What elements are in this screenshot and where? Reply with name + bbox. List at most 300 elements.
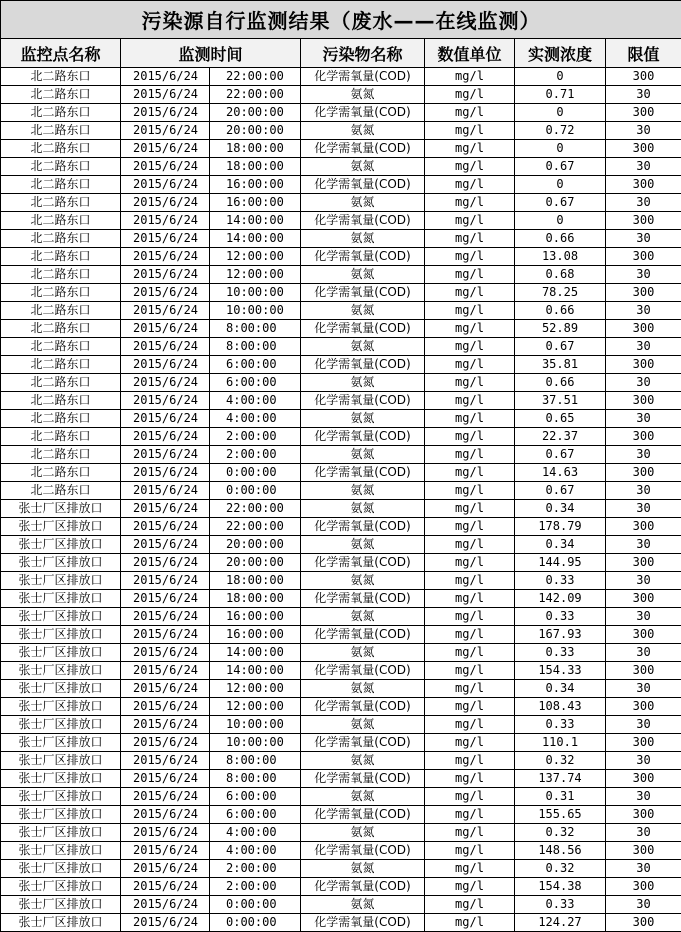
cell-site[interactable]: 北二路东口 [1,464,121,482]
cell-pollutant[interactable]: 化学需氧量(COD) [301,590,425,608]
cell-value[interactable]: 0.65 [515,410,606,428]
cell-pollutant[interactable]: 化学需氧量(COD) [301,68,425,86]
cell-value[interactable]: 144.95 [515,554,606,572]
cell-time[interactable]: 6:00:00 [210,374,301,392]
cell-unit[interactable]: mg/l [425,662,515,680]
cell-site[interactable]: 北二路东口 [1,68,121,86]
cell-site[interactable]: 北二路东口 [1,284,121,302]
cell-unit[interactable]: mg/l [425,860,515,878]
cell-value[interactable]: 0.32 [515,824,606,842]
cell-value[interactable]: 0.33 [515,896,606,914]
cell-unit[interactable]: mg/l [425,212,515,230]
cell-time[interactable]: 0:00:00 [210,482,301,500]
cell-site[interactable]: 北二路东口 [1,374,121,392]
cell-value[interactable]: 35.81 [515,356,606,374]
cell-site[interactable]: 张士厂区排放口 [1,752,121,770]
cell-limit[interactable]: 30 [606,194,681,212]
cell-limit[interactable]: 30 [606,788,681,806]
cell-date[interactable]: 2015/6/24 [121,320,210,338]
cell-site[interactable]: 北二路东口 [1,158,121,176]
cell-date[interactable]: 2015/6/24 [121,842,210,860]
cell-limit[interactable]: 300 [606,806,681,824]
cell-value[interactable]: 0.67 [515,194,606,212]
cell-date[interactable]: 2015/6/24 [121,518,210,536]
cell-date[interactable]: 2015/6/24 [121,374,210,392]
cell-pollutant[interactable]: 氨氮 [301,482,425,500]
cell-time[interactable]: 12:00:00 [210,680,301,698]
cell-value[interactable]: 154.33 [515,662,606,680]
cell-limit[interactable]: 300 [606,464,681,482]
cell-limit[interactable]: 30 [606,338,681,356]
cell-site[interactable]: 北二路东口 [1,446,121,464]
cell-limit[interactable]: 30 [606,896,681,914]
cell-time[interactable]: 2:00:00 [210,860,301,878]
cell-value[interactable]: 78.25 [515,284,606,302]
cell-date[interactable]: 2015/6/24 [121,896,210,914]
cell-site[interactable]: 北二路东口 [1,338,121,356]
cell-time[interactable]: 14:00:00 [210,212,301,230]
cell-date[interactable]: 2015/6/24 [121,86,210,104]
cell-value[interactable]: 0.67 [515,338,606,356]
cell-limit[interactable]: 300 [606,140,681,158]
cell-limit[interactable]: 300 [606,878,681,896]
cell-time[interactable]: 22:00:00 [210,86,301,104]
cell-limit[interactable]: 300 [606,248,681,266]
cell-time[interactable]: 22:00:00 [210,500,301,518]
cell-date[interactable]: 2015/6/24 [121,914,210,932]
cell-time[interactable]: 2:00:00 [210,446,301,464]
cell-date[interactable]: 2015/6/24 [121,446,210,464]
cell-value[interactable]: 13.08 [515,248,606,266]
cell-unit[interactable]: mg/l [425,896,515,914]
cell-limit[interactable]: 300 [606,626,681,644]
cell-value[interactable]: 0.32 [515,752,606,770]
cell-limit[interactable]: 30 [606,86,681,104]
cell-pollutant[interactable]: 氨氮 [301,338,425,356]
cell-site[interactable]: 张士厂区排放口 [1,770,121,788]
cell-limit[interactable]: 30 [606,500,681,518]
cell-unit[interactable]: mg/l [425,392,515,410]
cell-limit[interactable]: 30 [606,608,681,626]
cell-value[interactable]: 52.89 [515,320,606,338]
cell-date[interactable]: 2015/6/24 [121,662,210,680]
cell-date[interactable]: 2015/6/24 [121,770,210,788]
cell-pollutant[interactable]: 化学需氧量(COD) [301,914,425,932]
cell-limit[interactable]: 300 [606,212,681,230]
cell-value[interactable]: 0 [515,104,606,122]
cell-limit[interactable]: 300 [606,392,681,410]
cell-time[interactable]: 10:00:00 [210,302,301,320]
cell-unit[interactable]: mg/l [425,788,515,806]
cell-time[interactable]: 12:00:00 [210,698,301,716]
cell-time[interactable]: 14:00:00 [210,662,301,680]
cell-time[interactable]: 16:00:00 [210,626,301,644]
cell-pollutant[interactable]: 氨氮 [301,374,425,392]
cell-limit[interactable]: 300 [606,770,681,788]
cell-unit[interactable]: mg/l [425,194,515,212]
cell-value[interactable]: 155.65 [515,806,606,824]
cell-site[interactable]: 张士厂区排放口 [1,518,121,536]
cell-date[interactable]: 2015/6/24 [121,500,210,518]
header-site[interactable]: 监控点名称 [1,39,121,68]
cell-pollutant[interactable]: 化学需氧量(COD) [301,698,425,716]
cell-pollutant[interactable]: 化学需氧量(COD) [301,518,425,536]
cell-time[interactable]: 20:00:00 [210,536,301,554]
cell-unit[interactable]: mg/l [425,374,515,392]
cell-date[interactable]: 2015/6/24 [121,266,210,284]
cell-value[interactable]: 108.43 [515,698,606,716]
cell-time[interactable]: 6:00:00 [210,788,301,806]
cell-time[interactable]: 4:00:00 [210,842,301,860]
cell-limit[interactable]: 300 [606,554,681,572]
cell-time[interactable]: 10:00:00 [210,734,301,752]
cell-value[interactable]: 148.56 [515,842,606,860]
cell-value[interactable]: 0.67 [515,446,606,464]
cell-limit[interactable]: 30 [606,446,681,464]
cell-date[interactable]: 2015/6/24 [121,410,210,428]
cell-value[interactable]: 0.33 [515,716,606,734]
cell-unit[interactable]: mg/l [425,608,515,626]
cell-date[interactable]: 2015/6/24 [121,752,210,770]
cell-unit[interactable]: mg/l [425,518,515,536]
cell-value[interactable]: 0.68 [515,266,606,284]
cell-time[interactable]: 16:00:00 [210,608,301,626]
cell-value[interactable]: 142.09 [515,590,606,608]
cell-date[interactable]: 2015/6/24 [121,734,210,752]
cell-date[interactable]: 2015/6/24 [121,806,210,824]
cell-limit[interactable]: 30 [606,266,681,284]
cell-site[interactable]: 张士厂区排放口 [1,860,121,878]
cell-unit[interactable]: mg/l [425,140,515,158]
cell-pollutant[interactable]: 化学需氧量(COD) [301,428,425,446]
cell-date[interactable]: 2015/6/24 [121,608,210,626]
cell-value[interactable]: 37.51 [515,392,606,410]
cell-value[interactable]: 0.67 [515,482,606,500]
cell-pollutant[interactable]: 氨氮 [301,536,425,554]
cell-limit[interactable]: 30 [606,122,681,140]
cell-site[interactable]: 北二路东口 [1,104,121,122]
cell-site[interactable]: 北二路东口 [1,392,121,410]
cell-date[interactable]: 2015/6/24 [121,878,210,896]
cell-value[interactable]: 154.38 [515,878,606,896]
cell-date[interactable]: 2015/6/24 [121,176,210,194]
cell-value[interactable]: 178.79 [515,518,606,536]
cell-site[interactable]: 张士厂区排放口 [1,608,121,626]
cell-site[interactable]: 张士厂区排放口 [1,698,121,716]
cell-site[interactable]: 张士厂区排放口 [1,626,121,644]
cell-value[interactable]: 0.33 [515,572,606,590]
cell-pollutant[interactable]: 化学需氧量(COD) [301,140,425,158]
cell-unit[interactable]: mg/l [425,68,515,86]
cell-unit[interactable]: mg/l [425,320,515,338]
cell-time[interactable]: 12:00:00 [210,266,301,284]
cell-unit[interactable]: mg/l [425,122,515,140]
cell-time[interactable]: 18:00:00 [210,590,301,608]
cell-unit[interactable]: mg/l [425,842,515,860]
cell-limit[interactable]: 300 [606,842,681,860]
cell-limit[interactable]: 30 [606,158,681,176]
cell-site[interactable]: 北二路东口 [1,356,121,374]
cell-time[interactable]: 8:00:00 [210,338,301,356]
cell-pollutant[interactable]: 化学需氧量(COD) [301,662,425,680]
cell-site[interactable]: 北二路东口 [1,428,121,446]
cell-site[interactable]: 北二路东口 [1,230,121,248]
cell-value[interactable]: 0 [515,140,606,158]
cell-pollutant[interactable]: 氨氮 [301,194,425,212]
cell-site[interactable]: 北二路东口 [1,248,121,266]
cell-date[interactable]: 2015/6/24 [121,644,210,662]
cell-pollutant[interactable]: 氨氮 [301,788,425,806]
cell-time[interactable]: 6:00:00 [210,806,301,824]
cell-time[interactable]: 16:00:00 [210,176,301,194]
cell-site[interactable]: 北二路东口 [1,176,121,194]
cell-pollutant[interactable]: 氨氮 [301,302,425,320]
cell-date[interactable]: 2015/6/24 [121,716,210,734]
cell-unit[interactable]: mg/l [425,338,515,356]
cell-unit[interactable]: mg/l [425,482,515,500]
cell-unit[interactable]: mg/l [425,824,515,842]
cell-value[interactable]: 110.1 [515,734,606,752]
cell-limit[interactable]: 300 [606,698,681,716]
cell-limit[interactable]: 300 [606,914,681,932]
cell-pollutant[interactable]: 化学需氧量(COD) [301,626,425,644]
cell-time[interactable]: 14:00:00 [210,644,301,662]
cell-date[interactable]: 2015/6/24 [121,158,210,176]
cell-value[interactable]: 22.37 [515,428,606,446]
cell-site[interactable]: 张士厂区排放口 [1,680,121,698]
cell-unit[interactable]: mg/l [425,914,515,932]
cell-date[interactable]: 2015/6/24 [121,572,210,590]
cell-date[interactable]: 2015/6/24 [121,284,210,302]
cell-limit[interactable]: 300 [606,176,681,194]
cell-site[interactable]: 北二路东口 [1,122,121,140]
cell-pollutant[interactable]: 氨氮 [301,122,425,140]
cell-limit[interactable]: 30 [606,302,681,320]
cell-unit[interactable]: mg/l [425,356,515,374]
cell-unit[interactable]: mg/l [425,698,515,716]
cell-unit[interactable]: mg/l [425,428,515,446]
cell-unit[interactable]: mg/l [425,626,515,644]
cell-value[interactable]: 0 [515,212,606,230]
cell-date[interactable]: 2015/6/24 [121,536,210,554]
cell-site[interactable]: 北二路东口 [1,410,121,428]
cell-pollutant[interactable]: 化学需氧量(COD) [301,176,425,194]
cell-time[interactable]: 0:00:00 [210,464,301,482]
header-unit[interactable]: 数值单位 [425,39,515,68]
cell-unit[interactable]: mg/l [425,770,515,788]
cell-pollutant[interactable]: 氨氮 [301,446,425,464]
cell-site[interactable]: 北二路东口 [1,212,121,230]
cell-date[interactable]: 2015/6/24 [121,392,210,410]
cell-unit[interactable]: mg/l [425,230,515,248]
cell-limit[interactable]: 300 [606,356,681,374]
cell-unit[interactable]: mg/l [425,176,515,194]
cell-time[interactable]: 4:00:00 [210,410,301,428]
cell-pollutant[interactable]: 氨氮 [301,716,425,734]
cell-site[interactable]: 北二路东口 [1,302,121,320]
cell-limit[interactable]: 300 [606,284,681,302]
cell-pollutant[interactable]: 氨氮 [301,500,425,518]
cell-time[interactable]: 8:00:00 [210,770,301,788]
cell-date[interactable]: 2015/6/24 [121,212,210,230]
cell-date[interactable]: 2015/6/24 [121,680,210,698]
cell-pollutant[interactable]: 化学需氧量(COD) [301,356,425,374]
cell-pollutant[interactable]: 氨氮 [301,824,425,842]
cell-value[interactable]: 124.27 [515,914,606,932]
cell-pollutant[interactable]: 化学需氧量(COD) [301,284,425,302]
cell-date[interactable]: 2015/6/24 [121,302,210,320]
cell-limit[interactable]: 30 [606,410,681,428]
cell-unit[interactable]: mg/l [425,104,515,122]
cell-date[interactable]: 2015/6/24 [121,140,210,158]
cell-pollutant[interactable]: 化学需氧量(COD) [301,734,425,752]
cell-site[interactable]: 张士厂区排放口 [1,878,121,896]
cell-value[interactable]: 0.34 [515,536,606,554]
cell-site[interactable]: 北二路东口 [1,482,121,500]
cell-time[interactable]: 14:00:00 [210,230,301,248]
cell-limit[interactable]: 30 [606,374,681,392]
cell-date[interactable]: 2015/6/24 [121,122,210,140]
cell-unit[interactable]: mg/l [425,446,515,464]
cell-unit[interactable]: mg/l [425,806,515,824]
cell-site[interactable]: 张士厂区排放口 [1,914,121,932]
cell-value[interactable]: 0 [515,68,606,86]
cell-site[interactable]: 张士厂区排放口 [1,842,121,860]
cell-unit[interactable]: mg/l [425,734,515,752]
cell-value[interactable]: 0.34 [515,680,606,698]
cell-limit[interactable]: 30 [606,716,681,734]
cell-unit[interactable]: mg/l [425,248,515,266]
header-value[interactable]: 实测浓度 [515,39,606,68]
cell-unit[interactable]: mg/l [425,500,515,518]
cell-pollutant[interactable]: 氨氮 [301,608,425,626]
cell-value[interactable]: 14.63 [515,464,606,482]
cell-unit[interactable]: mg/l [425,284,515,302]
cell-site[interactable]: 北二路东口 [1,86,121,104]
cell-limit[interactable]: 300 [606,734,681,752]
cell-time[interactable]: 4:00:00 [210,824,301,842]
cell-site[interactable]: 张士厂区排放口 [1,662,121,680]
cell-date[interactable]: 2015/6/24 [121,68,210,86]
cell-time[interactable]: 22:00:00 [210,68,301,86]
cell-unit[interactable]: mg/l [425,554,515,572]
cell-time[interactable]: 18:00:00 [210,158,301,176]
cell-limit[interactable]: 30 [606,536,681,554]
cell-limit[interactable]: 300 [606,68,681,86]
cell-time[interactable]: 22:00:00 [210,518,301,536]
cell-value[interactable]: 0.33 [515,644,606,662]
cell-unit[interactable]: mg/l [425,410,515,428]
cell-date[interactable]: 2015/6/24 [121,824,210,842]
cell-unit[interactable]: mg/l [425,680,515,698]
cell-limit[interactable]: 30 [606,644,681,662]
cell-unit[interactable]: mg/l [425,878,515,896]
cell-site[interactable]: 张士厂区排放口 [1,788,121,806]
cell-limit[interactable]: 30 [606,572,681,590]
cell-date[interactable]: 2015/6/24 [121,464,210,482]
cell-limit[interactable]: 300 [606,428,681,446]
cell-time[interactable]: 4:00:00 [210,392,301,410]
cell-limit[interactable]: 300 [606,518,681,536]
cell-date[interactable]: 2015/6/24 [121,194,210,212]
cell-unit[interactable]: mg/l [425,752,515,770]
cell-pollutant[interactable]: 氨氮 [301,86,425,104]
cell-value[interactable]: 0.71 [515,86,606,104]
cell-value[interactable]: 137.74 [515,770,606,788]
cell-value[interactable]: 0 [515,176,606,194]
cell-pollutant[interactable]: 化学需氧量(COD) [301,212,425,230]
cell-date[interactable]: 2015/6/24 [121,230,210,248]
cell-time[interactable]: 6:00:00 [210,356,301,374]
cell-time[interactable]: 10:00:00 [210,284,301,302]
cell-value[interactable]: 0.66 [515,302,606,320]
header-limit[interactable]: 限值 [606,39,681,68]
cell-value[interactable]: 0.32 [515,860,606,878]
cell-unit[interactable]: mg/l [425,536,515,554]
cell-time[interactable]: 2:00:00 [210,878,301,896]
cell-unit[interactable]: mg/l [425,644,515,662]
cell-pollutant[interactable]: 化学需氧量(COD) [301,464,425,482]
cell-pollutant[interactable]: 化学需氧量(COD) [301,320,425,338]
cell-date[interactable]: 2015/6/24 [121,104,210,122]
cell-time[interactable]: 8:00:00 [210,752,301,770]
cell-pollutant[interactable]: 氨氮 [301,752,425,770]
cell-pollutant[interactable]: 化学需氧量(COD) [301,392,425,410]
cell-pollutant[interactable]: 氨氮 [301,896,425,914]
cell-site[interactable]: 张士厂区排放口 [1,644,121,662]
cell-time[interactable]: 20:00:00 [210,104,301,122]
cell-date[interactable]: 2015/6/24 [121,860,210,878]
cell-time[interactable]: 20:00:00 [210,554,301,572]
cell-time[interactable]: 16:00:00 [210,194,301,212]
cell-date[interactable]: 2015/6/24 [121,626,210,644]
cell-site[interactable]: 张士厂区排放口 [1,536,121,554]
cell-time[interactable]: 0:00:00 [210,914,301,932]
cell-time[interactable]: 12:00:00 [210,248,301,266]
cell-time[interactable]: 10:00:00 [210,716,301,734]
cell-site[interactable]: 张士厂区排放口 [1,716,121,734]
cell-pollutant[interactable]: 化学需氧量(COD) [301,248,425,266]
cell-time[interactable]: 2:00:00 [210,428,301,446]
cell-pollutant[interactable]: 氨氮 [301,860,425,878]
cell-limit[interactable]: 300 [606,104,681,122]
cell-time[interactable]: 18:00:00 [210,572,301,590]
cell-pollutant[interactable]: 化学需氧量(COD) [301,554,425,572]
cell-pollutant[interactable]: 氨氮 [301,680,425,698]
cell-site[interactable]: 张士厂区排放口 [1,806,121,824]
cell-pollutant[interactable]: 氨氮 [301,230,425,248]
cell-limit[interactable]: 30 [606,230,681,248]
cell-site[interactable]: 张士厂区排放口 [1,554,121,572]
cell-site[interactable]: 张士厂区排放口 [1,572,121,590]
cell-site[interactable]: 北二路东口 [1,194,121,212]
cell-limit[interactable]: 30 [606,752,681,770]
cell-limit[interactable]: 30 [606,860,681,878]
header-pollutant[interactable]: 污染物名称 [301,39,425,68]
cell-date[interactable]: 2015/6/24 [121,248,210,266]
cell-value[interactable]: 0.67 [515,158,606,176]
cell-time[interactable]: 20:00:00 [210,122,301,140]
cell-date[interactable]: 2015/6/24 [121,590,210,608]
cell-date[interactable]: 2015/6/24 [121,428,210,446]
cell-pollutant[interactable]: 氨氮 [301,410,425,428]
cell-unit[interactable]: mg/l [425,86,515,104]
cell-limit[interactable]: 30 [606,482,681,500]
cell-pollutant[interactable]: 化学需氧量(COD) [301,878,425,896]
cell-limit[interactable]: 300 [606,320,681,338]
cell-site[interactable]: 张士厂区排放口 [1,590,121,608]
cell-site[interactable]: 北二路东口 [1,320,121,338]
